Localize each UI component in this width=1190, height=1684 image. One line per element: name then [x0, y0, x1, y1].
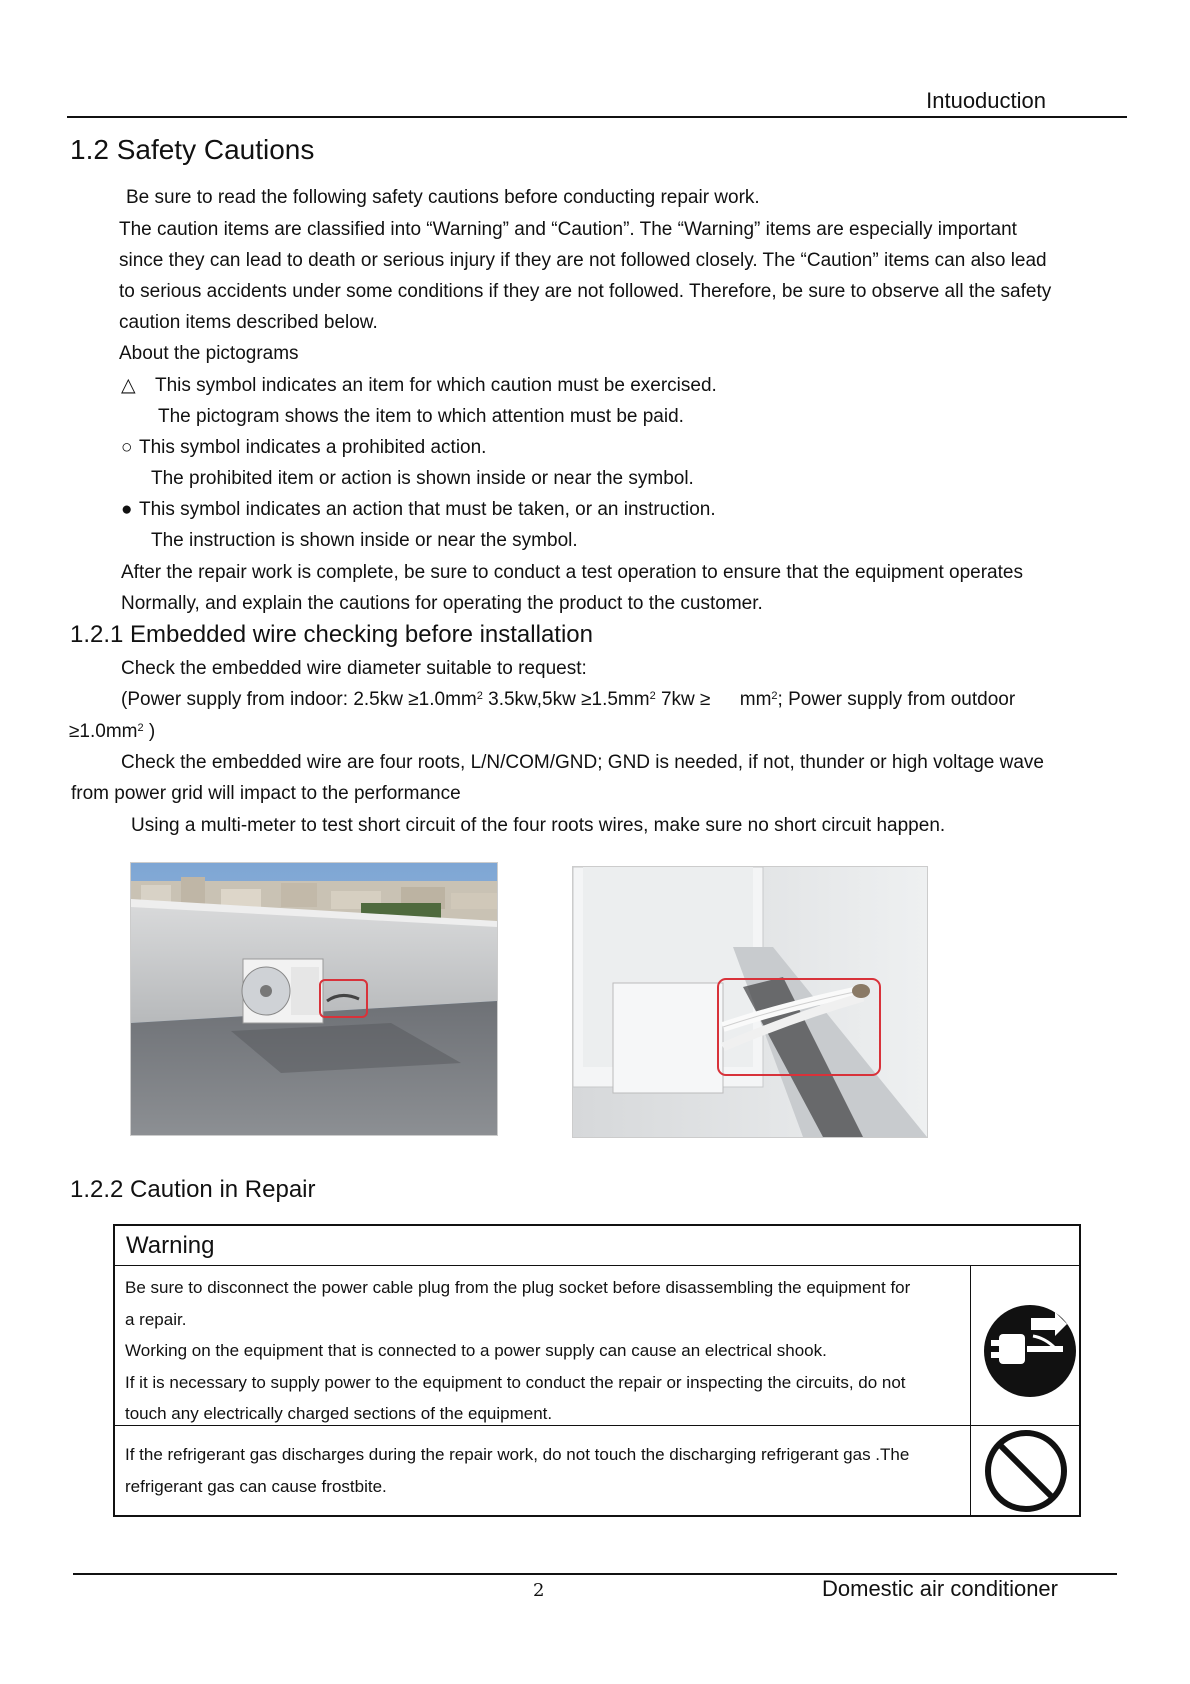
- indoor-wiring-photo: [572, 866, 928, 1138]
- power-supply-line-cont: $\ge 1.0mm^2$ ): [69, 721, 156, 742]
- after-line: After the repair work is complete, be sure to conduct a test operation to ensure that the equipment operates: [121, 562, 1023, 583]
- paragraph-line: since they can lead to death or serious injury if they are not followed closely. The “Caution” items can also lead: [119, 250, 1047, 271]
- multimeter-line: Using a multi-meter to test short circuit of the four roots wires, make sure no short circuit happen.: [131, 815, 946, 836]
- intro-text: Be sure to read the following safety cautions before conducting repair work.: [126, 187, 760, 208]
- warning-header: Warning: [115, 1226, 1079, 1266]
- pictogram-line: The instruction is shown inside or near the symbol.: [151, 530, 578, 551]
- paragraph-line: caution items described below.: [119, 312, 378, 333]
- section-title: 1.2 Safety Cautions: [70, 134, 315, 165]
- pictograms-heading: About the pictograms: [119, 343, 299, 364]
- subsection-title: 1.2.1 Embedded wire checking before installation: [70, 621, 593, 648]
- paragraph-line: The caution items are classified into “Warning” and “Caution”. The “Warning” items are especially important: [119, 219, 1017, 240]
- caution-triangle-icon: △: [121, 375, 136, 396]
- pictogram-line: This symbol indicates an action that must be taken, or an instruction.: [139, 499, 716, 520]
- header-title: Intuoduction: [926, 88, 1046, 113]
- footer-title: Domestic air conditioner: [822, 1576, 1058, 1601]
- prohibited-circle-icon: ○: [121, 437, 133, 458]
- page-number: 2: [533, 1580, 545, 1601]
- warning-row-text: If the refrigerant gas discharges during the repair work, do not touch the discharging refrigerant gas .The refrigerant gas can cause frostbite.: [125, 1445, 910, 1496]
- warning-table: [113, 1224, 1081, 1517]
- header-rule: [67, 116, 1127, 118]
- embedded-wire-line: from power grid will impact to the performance: [71, 783, 461, 804]
- paragraph-line: to serious accidents under some conditions if they are not followed. Therefore, be sure to observe all the safety: [119, 281, 1052, 302]
- table-column-divider: [970, 1266, 971, 1515]
- instruction-dot-icon: ●: [121, 499, 133, 520]
- prohibition-icon: [971, 1425, 1081, 1515]
- after-line: Normally, and explain the cautions for operating the product to the customer.: [121, 593, 763, 614]
- outdoor-unit-photo: [130, 862, 498, 1136]
- power-supply-line: (Power supply from indoor: $2.5kw \ge 1.0mm^2$ $3.5kw,5kw \ge 1.5mm^2$ $7kw \ge mm^2$; Power supply from outdoor: [121, 689, 1016, 710]
- warning-row: [115, 1425, 1079, 1515]
- embedded-wire-line: Check the embedded wire are four roots, L/N/COM/GND; GND is needed, if not, thunder or high voltage wave: [121, 752, 1045, 773]
- pictogram-line: This symbol indicates an item for which caution must be exercised.: [155, 375, 717, 396]
- warning-row: [115, 1266, 1079, 1426]
- check-line: Check the embedded wire diameter suitable to request:: [121, 658, 587, 679]
- pictogram-line: The pictogram shows the item to which attention must be paid.: [158, 406, 684, 427]
- warning-row-text: Be sure to disconnect the power cable plug from the plug socket before disassembling the equipment for a repair. Working on the equipment that is connected to a power supply can cause an electrical shook. If it is necessary to supply power to the equipment to conduct the repair or inspecting the circuits, do not touch any electrically charged sections of the equipment.: [125, 1278, 911, 1423]
- pictogram-line: This symbol indicates a prohibited action.: [139, 437, 487, 458]
- subsection-title: 1.2.2 Caution in Repair: [70, 1176, 316, 1203]
- unplug-icon: [971, 1266, 1081, 1425]
- pictogram-line: The prohibited item or action is shown inside or near the symbol.: [151, 468, 694, 489]
- footer-rule: [73, 1573, 1117, 1575]
